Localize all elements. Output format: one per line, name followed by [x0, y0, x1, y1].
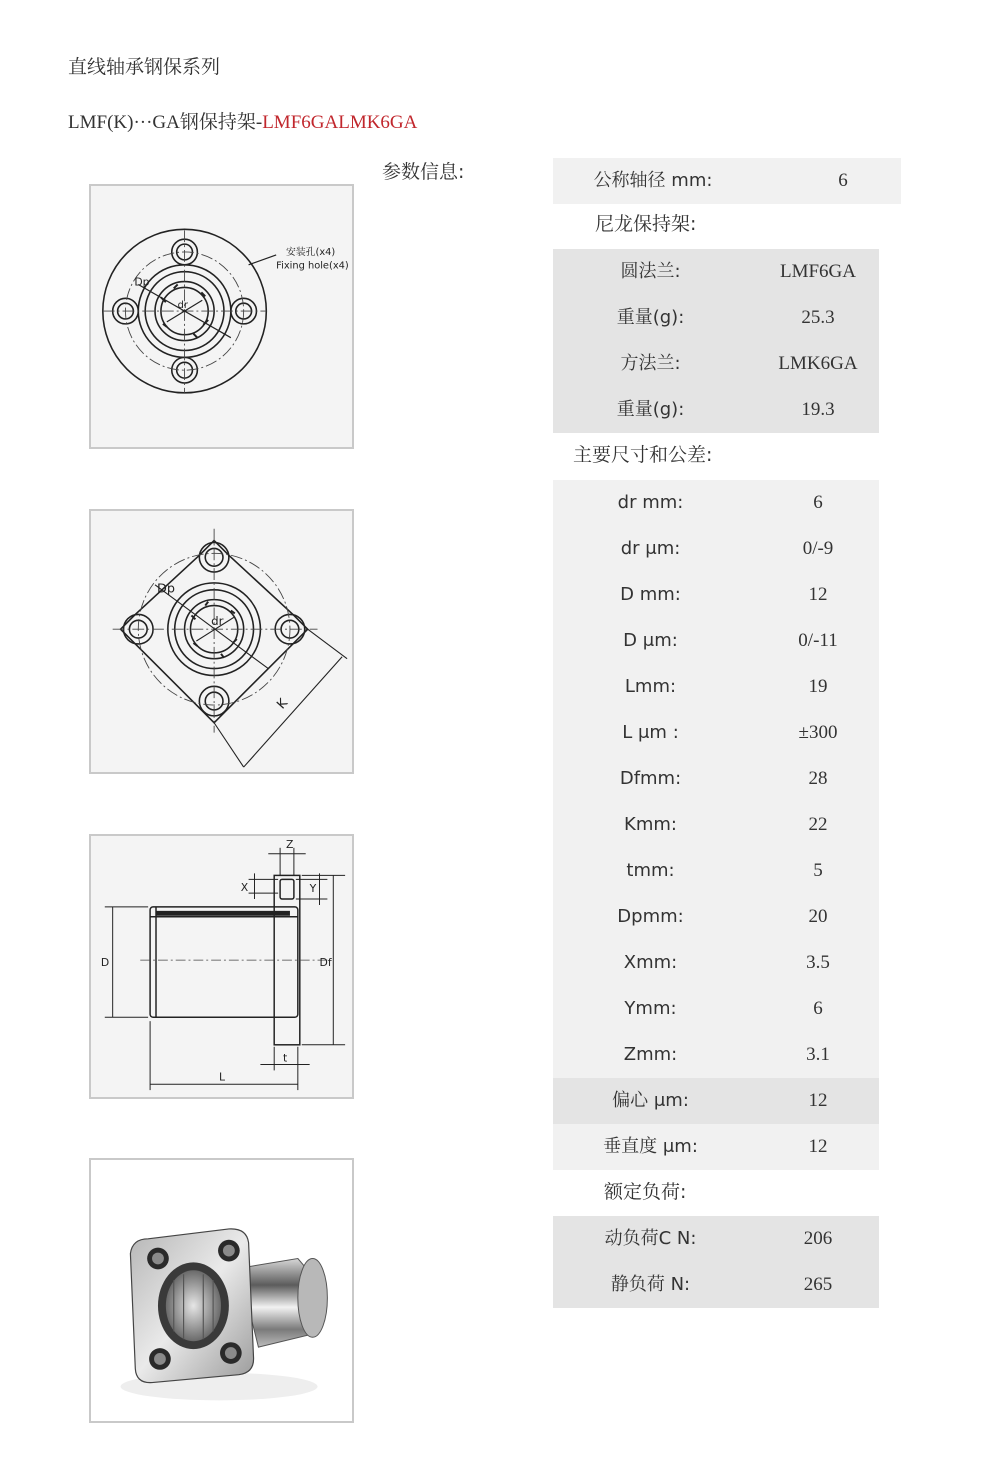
side-view-svg [91, 836, 352, 1097]
side-t-label: t [283, 1051, 288, 1065]
load-heading: 额定负荷: [604, 1181, 687, 1203]
nylon-heading: 尼龙保持架: [595, 213, 697, 235]
side-df-label: Df [319, 956, 332, 970]
side-x-label: X [240, 881, 249, 895]
side-view-drawing [89, 834, 354, 1099]
dims-heading: 主要尺寸和公差: [573, 444, 713, 466]
dims-value: 6 [813, 492, 823, 513]
dims-row [553, 572, 879, 618]
load-value: 206 [803, 1228, 833, 1249]
dims-row [553, 986, 879, 1032]
dims-row [553, 1032, 879, 1078]
dims-label: D mm: [620, 584, 681, 605]
dims-row [553, 894, 879, 940]
dims-value: 19 [808, 676, 828, 697]
dims-label: tmm: [626, 860, 675, 881]
load-row [553, 1262, 879, 1308]
nylon-label: 重量(g): [616, 307, 685, 328]
dims-row [553, 526, 879, 572]
dims-label: dr mm: [617, 492, 684, 513]
dims-value: 5 [813, 860, 823, 881]
tolerance-label: 垂直度 μm: [603, 1136, 698, 1157]
tolerance-row [553, 1078, 879, 1124]
model-prefix: LMF(K)···GA钢保持架- [68, 112, 263, 133]
side-y-label: Y [309, 882, 317, 896]
hole-label-cn: 安装孔(x4) [286, 246, 336, 258]
dims-label: L μm : [622, 722, 679, 743]
dims-row [553, 710, 879, 756]
product-photo-svg [91, 1160, 352, 1421]
square-flange-svg [91, 511, 352, 772]
dims-value: ±300 [798, 722, 838, 743]
nylon-row [553, 387, 879, 433]
square-dp-label: Dp [156, 581, 175, 597]
nylon-value: LMK6GA [778, 353, 858, 374]
dims-row [553, 940, 879, 986]
info-label: 参数信息: [382, 161, 465, 183]
model-line [68, 107, 417, 134]
tolerance-row [553, 1124, 879, 1170]
round-flange-svg [91, 186, 352, 447]
dims-label: Ymm: [624, 998, 677, 1019]
dims-value: 3.1 [806, 1044, 830, 1065]
nylon-row [553, 295, 879, 341]
dims-label: Lmm: [624, 676, 677, 697]
nylon-row [553, 249, 879, 295]
dims-label: Dpmm: [617, 906, 684, 927]
dims-label: dr μm: [620, 538, 681, 559]
dims-row [553, 480, 879, 526]
side-d-label: D [100, 956, 110, 970]
side-l-label: L [219, 1070, 226, 1084]
square-k-label: K [274, 695, 291, 713]
shaft-value: 6 [838, 170, 848, 191]
dims-label: Dfmm: [619, 768, 682, 789]
nylon-label: 方法兰: [620, 353, 681, 374]
dims-label: D μm: [623, 630, 678, 651]
dims-label: Zmm: [623, 1044, 678, 1065]
square-dr-label: dr [211, 614, 224, 629]
nylon-value: 19.3 [801, 399, 835, 420]
dims-value: 22 [808, 814, 828, 835]
nylon-value: LMF6GA [779, 261, 856, 282]
load-label: 动负荷C N: [604, 1228, 697, 1249]
dims-row [553, 664, 879, 710]
model-highlight: LMF6GALMK6GA [262, 112, 418, 133]
dims-value: 0/-9 [802, 538, 834, 559]
series-title: 直线轴承钢保系列 [68, 56, 221, 78]
dims-label: Xmm: [623, 952, 678, 973]
load-value: 265 [803, 1274, 833, 1295]
tolerance-value: 12 [808, 1136, 828, 1157]
dims-value: 6 [813, 998, 823, 1019]
round-flange-drawing [89, 184, 354, 449]
shaft-row [553, 158, 901, 204]
nylon-label: 圆法兰: [620, 261, 681, 282]
tolerance-label: 偏心 μm: [612, 1090, 689, 1111]
nylon-value: 25.3 [801, 307, 835, 328]
square-flange-drawing [89, 509, 354, 774]
nylon-label: 重量(g): [616, 399, 685, 420]
dims-row [553, 802, 879, 848]
dims-value: 0/-11 [798, 630, 838, 651]
dims-value: 20 [808, 906, 828, 927]
dims-row [553, 756, 879, 802]
load-row [553, 1216, 879, 1262]
round-dr-label: dr [177, 300, 188, 312]
nylon-row [553, 341, 879, 387]
dims-value: 12 [808, 584, 828, 605]
load-label: 静负荷 N: [610, 1274, 691, 1295]
shaft-label: 公称轴径 mm: [593, 170, 713, 191]
tolerance-value: 12 [808, 1090, 828, 1111]
side-z-label: Z [286, 837, 294, 851]
hole-label-en: Fixing hole(x4) [276, 260, 349, 272]
dims-label: Kmm: [624, 814, 677, 835]
product-photo [89, 1158, 354, 1423]
round-dp-label: Dp [134, 275, 150, 289]
dims-value: 3.5 [806, 952, 830, 973]
dims-row [553, 618, 879, 664]
dims-row [553, 848, 879, 894]
dims-value: 28 [808, 768, 828, 789]
